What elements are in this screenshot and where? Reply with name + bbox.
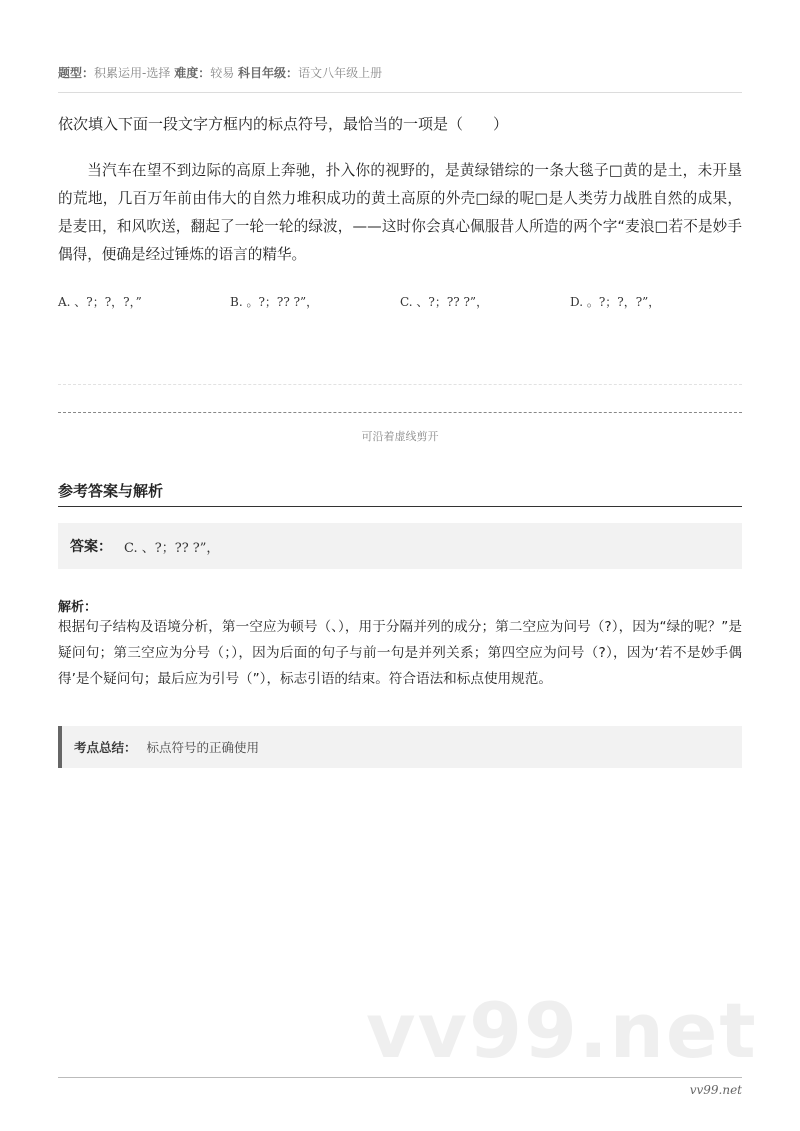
analysis-text: 根据句子结构及语境分析，第一空应为顿号（、），用于分隔并列的成分；第二空应为问号（?），因为“绿的呢？”是疑问句；第三空应为分号（；），因为后面的句子与前一句是并列关系；第四空应为问号（?），因为‘若不是妙手偶得’是个疑问句；最后应为引号（”），标志引语的结束。符合语法和标点使用规范。 [58, 619, 742, 687]
option-a[interactable]: A. 、?；?，?，” [58, 295, 142, 309]
type-label: 题型： [58, 66, 95, 80]
header-divider [58, 92, 742, 93]
difficulty-value: 较易 [210, 66, 235, 80]
analysis-label: 解析： [58, 600, 98, 615]
subject-value: 语文八年级上册 [298, 66, 383, 80]
footer-divider [58, 1077, 742, 1078]
watermark: vv99.net [366, 986, 758, 1075]
option-d[interactable]: D. 。?；?，?”， [570, 295, 661, 309]
key-point-value: 标点符号的正确使用 [146, 740, 260, 755]
question-stem: 依次填入下面一段文字方框内的标点符号，最恰当的一项是（ ） [58, 115, 509, 133]
option-c[interactable]: C. 、?；?? ?”， [400, 295, 489, 309]
answer-label: 答案： [70, 539, 112, 555]
answer-value: C. 、?；?? ?”， [124, 540, 220, 556]
answer-box [58, 523, 742, 569]
option-b[interactable]: B. 。?；?? ?”， [230, 295, 319, 309]
faint-dashed-line [58, 384, 742, 385]
options-row [58, 293, 742, 311]
difficulty-label: 难度： [174, 66, 211, 80]
solution-divider [58, 506, 742, 507]
question-meta [58, 64, 742, 82]
key-point-box [58, 726, 742, 768]
cut-hint: 可沿着虚线剪开 [361, 430, 439, 443]
key-point-label: 考点总结： [74, 740, 137, 755]
footer-site: vv99.net [689, 1083, 742, 1097]
cut-dashed-line [58, 412, 742, 413]
question-passage: 当汽车在望不到边际的高原上奔驰，扑入你的视野的，是黄绿错综的一条大毯子□黄的是土，未开垦的荒地，几百万年前由伟大的自然力堆积成功的黄土高原的外壳□绿的呢□是人类劳力战胜自然的成果，是麦田，和风吹送，翻起了一轮一轮的绿波，——这时你会真心佩服昔人所造的两个字“麦浪□若不是妙手偶得，便确是经过锤炼的语言的精华。 [58, 162, 742, 263]
type-value: 积累运用-选择 [94, 66, 171, 80]
subject-label: 科目年级： [238, 66, 299, 80]
solution-title: 参考答案与解析 [58, 482, 164, 500]
